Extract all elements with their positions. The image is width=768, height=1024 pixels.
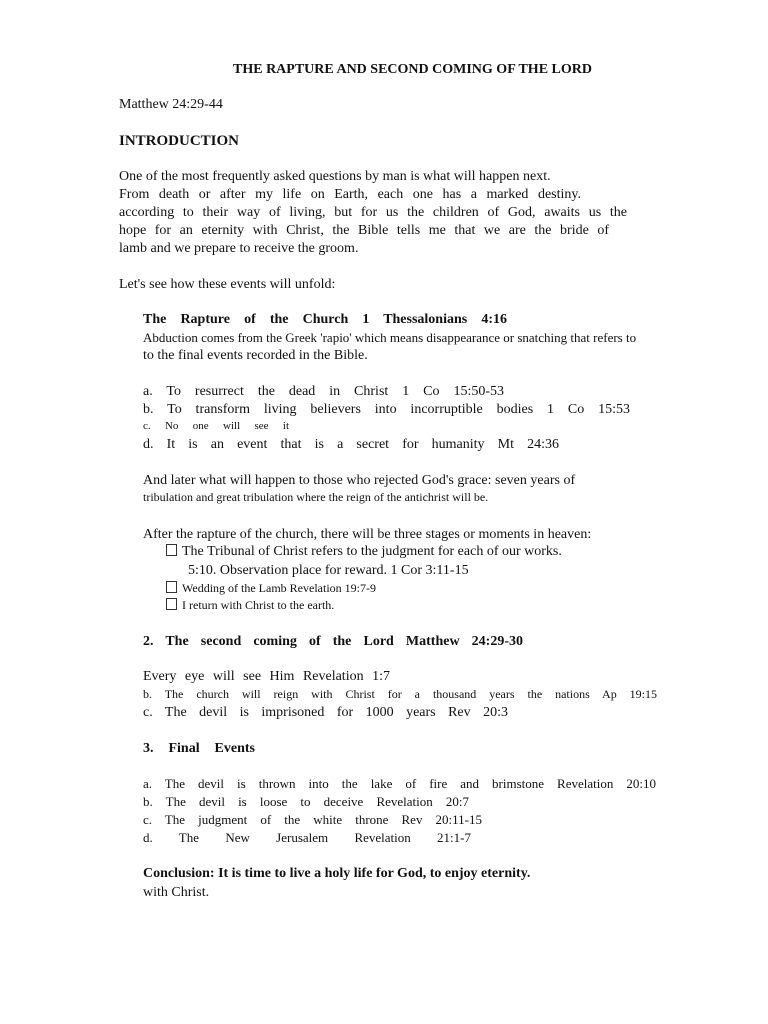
- section1-item-c: c. No one will see it: [143, 420, 289, 432]
- section2-heading: 2. The second coming of the Lord Matthew 24:29-30: [143, 634, 523, 649]
- intro-line-3: according to their way of living, but for us the children of God, awaits us the: [119, 205, 627, 220]
- intro-line-2: From death or after my life on Earth, each one has a marked destiny.: [119, 187, 581, 202]
- stage-1-text: The Tribunal of Christ refers to the judgment for each of our works.: [182, 544, 562, 559]
- section3-heading: 3. Final Events: [143, 741, 255, 756]
- section3-item-b: b. The devil is loose to deceive Revelation 20:7: [143, 794, 469, 809]
- section2-item-c: c. The devil is imprisoned for 1000 years Rev 20:3: [143, 705, 508, 720]
- introduction-heading: INTRODUCTION: [119, 133, 240, 149]
- intro-line-1: One of the most frequently asked questions by man is what will happen next.: [119, 169, 551, 184]
- stage-1: [166, 544, 562, 559]
- intro-line-5: lamb and we prepare to receive the groom.: [119, 241, 359, 256]
- section1-item-a: a. To resurrect the dead in Christ 1 Co 15:50-53: [143, 384, 504, 399]
- conclusion-continuation: with Christ.: [143, 885, 210, 900]
- section2-item-a: Every eye will see Him Revelation 1:7: [143, 669, 390, 684]
- scripture-reference: Matthew 24:29-44: [119, 97, 223, 112]
- section1-line-2: to the final events recorded in the Bible.: [143, 348, 368, 363]
- conclusion-text: Conclusion: It is time to live a holy life for God, to enjoy eternity.: [143, 866, 531, 881]
- checkbox-icon: [166, 544, 177, 556]
- section3-item-c: c. The judgment of the white throne Rev 20:11-15: [143, 812, 482, 827]
- section3-item-a: a. The devil is thrown into the lake of fire and brimstone Revelation 20:10: [143, 776, 656, 791]
- stage-3: [166, 598, 334, 611]
- stage-2: [166, 581, 376, 594]
- section2-item-b: b. The church will reign with Christ for a thousand years the nations Ap 19:15: [143, 687, 657, 701]
- section1-item-b: b. To transform living believers into incorruptible bodies 1 Co 15:53: [143, 402, 630, 417]
- transition-text: Let's see how these events will unfold:: [119, 277, 336, 292]
- section1-item-d: d. It is an event that is a secret for humanity Mt 24:36: [143, 437, 559, 452]
- stage-3-text: I return with Christ to the earth.: [182, 598, 335, 612]
- checkbox-icon: [166, 598, 177, 610]
- section1-heading: The Rapture of the Church 1 Thessalonians 4:16: [143, 312, 507, 327]
- stage-2-text: Wedding of the Lamb Revelation 19:7-9: [182, 581, 376, 595]
- document-title: THE RAPTURE AND SECOND COMING OF THE LORD: [233, 62, 592, 77]
- stage-1-continuation: 5:10. Observation place for reward. 1 Cor 3:11-15: [188, 563, 469, 578]
- later-line-1: And later what will happen to those who rejected God's grace: seven years of: [143, 473, 576, 488]
- later-line-2: tribulation and great tribulation where the reign of the antichrist will be.: [143, 490, 489, 504]
- checkbox-icon: [166, 581, 177, 593]
- stages-intro: After the rapture of the church, there will be three stages or moments in heaven:: [143, 527, 592, 542]
- intro-line-4: hope for an eternity with Christ, the Bible tells me that we are the bride of: [119, 223, 609, 238]
- section1-line-1: Abduction comes from the Greek 'rapio' which means disappearance or snatching that refers to: [143, 330, 637, 345]
- section3-item-d: d. The New Jerusalem Revelation 21:1-7: [143, 830, 471, 845]
